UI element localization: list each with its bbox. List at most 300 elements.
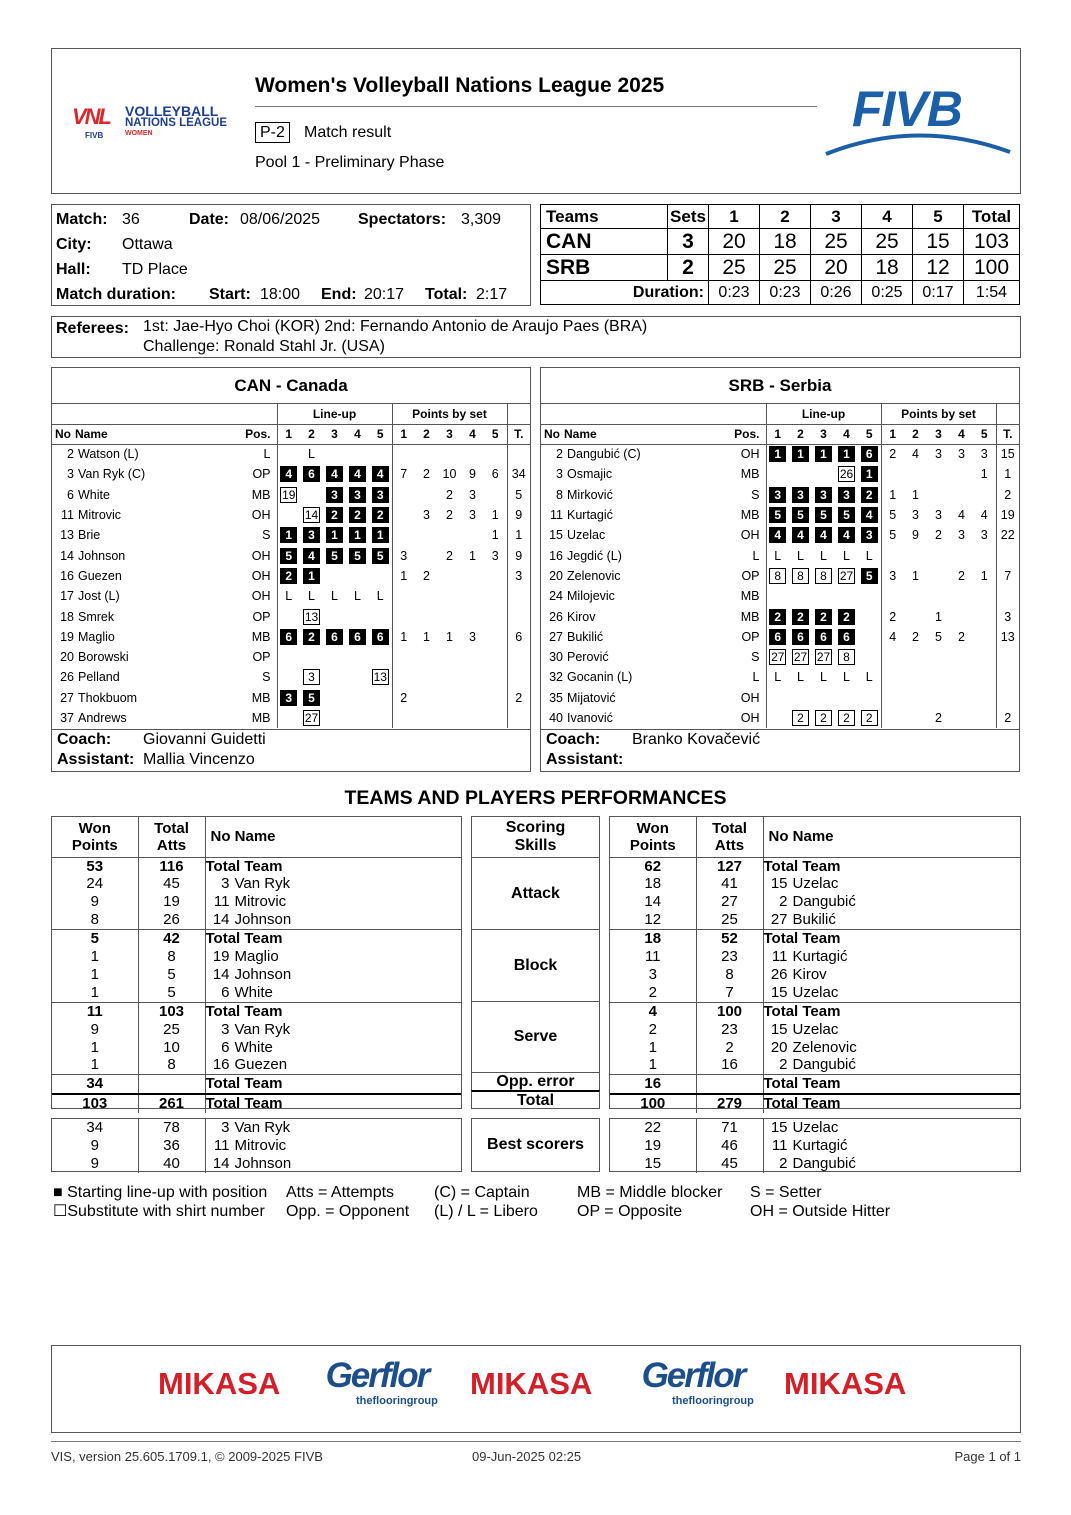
set-points xyxy=(950,586,973,606)
set-points xyxy=(904,647,927,667)
total-atts: 100 xyxy=(696,1002,763,1020)
performance-table xyxy=(610,1119,1020,1173)
team-total-row xyxy=(52,1094,461,1113)
lineup-cell xyxy=(346,627,369,647)
total-atts: 25 xyxy=(696,911,763,929)
libero-mark: L xyxy=(820,548,827,563)
won-points: 12 xyxy=(644,911,662,929)
set-points xyxy=(973,708,996,728)
player-position: OP xyxy=(252,467,271,482)
player-total-points: 15 xyxy=(996,444,1019,464)
player-name: Bukilić xyxy=(567,629,604,644)
substitute-box: 27 xyxy=(816,650,831,665)
won-points: 19 xyxy=(644,1136,662,1154)
spectators: 3,309 xyxy=(461,211,502,228)
stat-name-cell xyxy=(205,1056,461,1074)
col-no-name xyxy=(52,424,245,444)
set-points xyxy=(415,688,438,708)
won-points: 18 xyxy=(644,875,662,893)
player-stat-row xyxy=(610,1056,1020,1074)
lineup-cell xyxy=(300,464,323,484)
player-position: S xyxy=(751,487,760,502)
lineup-cell xyxy=(766,586,789,606)
starting-position-box: 4 xyxy=(280,466,297,482)
player-name: Guezen xyxy=(78,568,122,583)
substitute-box: 26 xyxy=(839,467,854,482)
lineup-cell xyxy=(835,485,858,505)
lineup-cell xyxy=(766,485,789,505)
player-row xyxy=(52,688,530,708)
sb-sets: 2 xyxy=(668,255,709,281)
player-stat-row xyxy=(610,1155,1020,1173)
total-atts: 2 xyxy=(696,1039,763,1057)
vnl-logo xyxy=(72,104,237,146)
player-name: Jegdić (L) xyxy=(567,548,622,563)
set-points: 1 xyxy=(935,609,942,624)
stat-name-cell xyxy=(763,930,1020,948)
total-time: 2:17 xyxy=(476,286,508,303)
lineup-cell xyxy=(766,566,789,586)
vnl-line3: WOMEN xyxy=(125,130,153,137)
set-points: 2 xyxy=(446,487,453,502)
starting-position-box: 3 xyxy=(349,487,366,503)
team-table-can xyxy=(51,367,531,772)
lineup-cell xyxy=(300,485,323,505)
libero-mark: L xyxy=(797,548,804,563)
player-row xyxy=(541,545,1019,565)
total-atts: 25 xyxy=(138,1021,205,1039)
set-points xyxy=(904,464,927,484)
lineup-cell xyxy=(346,566,369,586)
total-atts: 26 xyxy=(138,911,205,929)
player-stat-row xyxy=(52,1155,461,1173)
player-stat-row xyxy=(52,1137,461,1155)
player-position: OP xyxy=(252,609,271,624)
lineup-cell xyxy=(858,586,881,606)
player-position: OH xyxy=(251,548,271,563)
set-points xyxy=(438,688,461,708)
set-points: 3 xyxy=(491,548,499,563)
libero-mark: L xyxy=(843,670,850,685)
set-points xyxy=(881,667,904,687)
stat-name: Guezen xyxy=(234,1056,288,1074)
sb-score: 25 xyxy=(862,229,913,255)
stat-name: Van Ryk xyxy=(234,1119,291,1136)
stat-name: Maglio xyxy=(234,948,279,966)
set-points xyxy=(392,708,415,728)
player-number: 24 xyxy=(549,589,563,604)
footer-page: Page 1 of 1 xyxy=(954,1449,1021,1464)
set-points xyxy=(950,708,973,728)
set-points xyxy=(392,485,415,505)
lineup-cell xyxy=(766,545,789,565)
lineup-cell xyxy=(789,606,812,626)
won-points: 11 xyxy=(52,1002,138,1020)
stat-player-no: 27 xyxy=(770,911,788,929)
set-points xyxy=(415,667,438,687)
starting-position-box: 1 xyxy=(349,527,366,543)
phase: Pool 1 - Preliminary Phase xyxy=(255,154,445,171)
col-points-set: 1 xyxy=(392,424,415,444)
player-position: MB xyxy=(251,690,271,705)
lineup-cell xyxy=(858,464,881,484)
stat-player-no: 20 xyxy=(770,1038,788,1056)
col-atts-1: Total xyxy=(712,819,747,837)
player-row xyxy=(52,505,530,525)
mikasa-logo: MIKASA xyxy=(784,1366,907,1401)
stat-name-cell xyxy=(763,1137,1020,1155)
col-points-set: 4 xyxy=(461,424,484,444)
substitute-box: 8 xyxy=(769,568,786,584)
player-total-points xyxy=(996,667,1019,687)
sb-score: 18 xyxy=(862,255,913,281)
lineup-cell xyxy=(277,525,300,545)
player-row xyxy=(52,667,530,687)
lineup-cell xyxy=(369,627,392,647)
stat-name: Total Team xyxy=(763,1002,841,1020)
player-name: Brie xyxy=(78,528,101,543)
total-atts: 8 xyxy=(696,966,763,984)
set-points xyxy=(950,606,973,626)
lineup-cell xyxy=(323,485,346,505)
set-points xyxy=(415,586,438,606)
match-info xyxy=(56,207,526,307)
sb-duration: 0:17 xyxy=(913,281,964,305)
doc-subtitle: Match result xyxy=(304,124,392,141)
set-points xyxy=(904,708,927,728)
starting-position-box: 5 xyxy=(838,507,855,523)
skill-opp-error-label: Opp. error xyxy=(496,1073,575,1090)
legend-col5 xyxy=(750,1183,890,1221)
player-number: 35 xyxy=(549,690,563,705)
stat-player-no: 14 xyxy=(212,965,230,983)
legend-item: MB = Middle blocker xyxy=(577,1184,723,1201)
city: Ottawa xyxy=(122,236,173,253)
set-points xyxy=(881,647,904,667)
roster-header-blank xyxy=(996,404,1019,424)
team-total-row xyxy=(52,1002,461,1020)
set-points xyxy=(461,566,484,586)
col-points-set: 3 xyxy=(927,424,950,444)
sb-score: 20 xyxy=(709,229,760,255)
stat-name-cell xyxy=(205,1137,461,1155)
roster-header-blank xyxy=(52,404,277,424)
performance-table xyxy=(52,817,461,1113)
player-stat-row xyxy=(610,1119,1020,1137)
footer-version: VIS, version 25.605.1709.1, © 2009-2025 FIVB xyxy=(51,1449,323,1464)
player-name: Jost (L) xyxy=(78,589,120,604)
lineup-cell xyxy=(858,444,881,464)
player-number: 2 xyxy=(556,447,563,462)
referees-line2: Challenge: Ronald Stahl Jr. (USA) xyxy=(143,338,385,355)
col-lineup-set: 5 xyxy=(369,424,392,444)
total-atts: 16 xyxy=(696,1056,763,1074)
roster-header-row xyxy=(52,404,530,424)
lineup-cell xyxy=(277,606,300,626)
skill-total xyxy=(471,1090,600,1109)
player-number: 13 xyxy=(60,528,74,543)
set-points: 2 xyxy=(935,711,942,725)
player-number: 37 xyxy=(60,711,74,725)
lineup-cell xyxy=(789,525,812,545)
set-points: 6 xyxy=(491,467,499,482)
player-row xyxy=(541,688,1019,708)
won-points: 24 xyxy=(86,875,104,893)
sb-score: 18 xyxy=(760,229,811,255)
player-name: Dangubić (C) xyxy=(567,447,641,462)
team-total-row xyxy=(610,930,1020,948)
sb-h-5: 5 xyxy=(913,205,964,229)
set-points xyxy=(973,688,996,708)
skill-attack-label: Attack xyxy=(511,885,560,902)
starting-position-box: 1 xyxy=(838,446,855,462)
starting-position-box: 1 xyxy=(769,446,786,462)
stat-name-cell xyxy=(763,1075,1020,1094)
won-points: 34 xyxy=(52,1075,138,1094)
lineup-cell xyxy=(858,647,881,667)
stat-player-no: 3 xyxy=(221,875,230,893)
lineup-cell xyxy=(835,505,858,525)
col-lineup-set: 3 xyxy=(323,424,346,444)
stat-player-no: 2 xyxy=(779,893,788,911)
set-points xyxy=(927,464,950,484)
sb-score: 25 xyxy=(811,229,862,255)
set-points: 10 xyxy=(442,467,457,482)
player-stat-row xyxy=(52,1119,461,1137)
total-atts: 5 xyxy=(138,966,205,984)
won-points: 103 xyxy=(52,1094,138,1113)
set-points: 4 xyxy=(980,508,988,523)
player-position: OH xyxy=(740,690,760,705)
roster-header-blank xyxy=(541,404,766,424)
lineup-cell xyxy=(766,708,789,728)
stat-name-cell xyxy=(763,1056,1020,1074)
set-points: 1 xyxy=(881,485,904,505)
sb-score: 12 xyxy=(913,255,964,281)
stat-player-no: 11 xyxy=(771,948,788,966)
player-total-points: 3 xyxy=(996,606,1019,626)
footer-date: 09-Jun-2025 02:25 xyxy=(472,1449,582,1464)
starting-position-box: 2 xyxy=(349,507,366,523)
substitute-box: 27 xyxy=(771,650,785,665)
sb-h-2: 2 xyxy=(760,205,811,229)
lineup-cell xyxy=(812,444,835,464)
coach-label: Coach: xyxy=(546,731,601,748)
skill-total-label: Total xyxy=(516,1092,555,1109)
lineup-cell xyxy=(369,688,392,708)
set-points xyxy=(415,444,438,464)
set-points: 2 xyxy=(423,568,430,583)
lineup-cell xyxy=(300,708,323,728)
substitute-box: 2 xyxy=(792,710,809,726)
performance-table xyxy=(610,817,1020,1113)
stat-name-cell xyxy=(205,1021,461,1039)
set-points xyxy=(461,606,484,626)
set-points xyxy=(461,667,484,687)
set-points: 5 xyxy=(935,629,942,644)
lineup-cell xyxy=(346,586,369,606)
player-row xyxy=(52,525,530,545)
lineup-cell xyxy=(323,667,346,687)
skill-opp-error xyxy=(471,1072,600,1091)
starting-position-box: 2 xyxy=(769,609,786,625)
coach-line xyxy=(57,730,530,750)
lineup-cell xyxy=(300,688,323,708)
won-points: 62 xyxy=(644,857,662,875)
player-stat-row xyxy=(610,984,1020,1002)
substitute-box: 8 xyxy=(792,568,809,584)
player-total-points: 22 xyxy=(996,525,1019,545)
starting-position-box: 5 xyxy=(769,507,786,523)
referees-label: Referees: xyxy=(56,320,129,337)
won-points: 53 xyxy=(86,857,104,875)
vnl-mark: VNL xyxy=(72,104,110,129)
stat-name: Total Team xyxy=(205,1002,283,1020)
player-position: L xyxy=(752,548,760,563)
starting-position-box: 4 xyxy=(861,507,878,523)
lineup-cell xyxy=(835,647,858,667)
player-total-points: 13 xyxy=(996,627,1019,647)
stat-name-cell xyxy=(205,1155,461,1173)
sb-total: 100 xyxy=(964,255,1020,281)
player-stat-row xyxy=(52,1039,461,1057)
lineup-cell xyxy=(369,566,392,586)
player-row xyxy=(541,485,1019,505)
set-points xyxy=(927,566,950,586)
set-points xyxy=(973,485,996,505)
stat-player-no: 15 xyxy=(770,983,788,1001)
player-name: Van Ryk (C) xyxy=(78,467,146,482)
lineup-cell xyxy=(812,606,835,626)
player-number: 14 xyxy=(60,548,74,563)
lineup-cell xyxy=(812,525,835,545)
col-lineup-set: 3 xyxy=(812,424,835,444)
stat-player-no: 11 xyxy=(213,1136,230,1154)
sb-duration: 0:23 xyxy=(760,281,811,305)
substitute-box: 2 xyxy=(861,710,878,726)
set-points xyxy=(461,586,484,606)
set-points xyxy=(461,688,484,708)
total-atts: 261 xyxy=(138,1094,205,1113)
lineup-cell xyxy=(858,545,881,565)
lineup-cell xyxy=(789,708,812,728)
won-points: 9 xyxy=(90,1154,99,1172)
stat-name-cell xyxy=(763,1021,1020,1039)
won-points: 5 xyxy=(52,930,138,948)
set-points xyxy=(415,545,438,565)
sb-h-total: Total xyxy=(964,205,1020,229)
col-atts-2: Atts xyxy=(156,836,187,854)
lineup-cell xyxy=(369,505,392,525)
stat-name: Total Team xyxy=(205,1095,283,1113)
set-points xyxy=(484,647,507,667)
legend-col4 xyxy=(577,1183,722,1221)
player-row xyxy=(541,525,1019,545)
skill-block-label: Block xyxy=(513,957,558,974)
stat-player-no: 3 xyxy=(221,1119,230,1136)
player-position: S xyxy=(262,528,271,543)
player-position: MB xyxy=(740,609,760,624)
lineup-cell xyxy=(789,647,812,667)
player-stat-row xyxy=(610,948,1020,966)
lineup-cell xyxy=(812,647,835,667)
starting-position-box: 3 xyxy=(280,690,297,706)
player-name: Osmajic xyxy=(567,467,613,482)
lineup-cell xyxy=(277,586,300,606)
player-row xyxy=(541,667,1019,687)
doc-code: P-2 xyxy=(255,122,290,143)
starting-position-box: 2 xyxy=(280,568,297,584)
team-total-row xyxy=(52,930,461,948)
player-row xyxy=(541,464,1019,484)
set-points: 4 xyxy=(958,508,965,523)
player-number: 16 xyxy=(549,548,563,563)
lineup-cell xyxy=(300,525,323,545)
player-row xyxy=(52,566,530,586)
set-points: 1 xyxy=(491,508,499,523)
player-total-points: 2 xyxy=(507,688,530,708)
set-points: 3 xyxy=(469,508,476,523)
best-scorers-can xyxy=(51,1118,462,1172)
player-number: 20 xyxy=(549,568,563,583)
points-header: Points by set xyxy=(881,404,996,424)
won-points: 8 xyxy=(90,911,99,929)
lineup-cell xyxy=(277,708,300,728)
player-name: Kirov xyxy=(567,609,596,624)
set-points xyxy=(973,586,996,606)
player-row xyxy=(52,586,530,606)
lineup-cell xyxy=(812,708,835,728)
lineup-cell xyxy=(277,545,300,565)
lineup-cell xyxy=(812,667,835,687)
col-atts-2: Atts xyxy=(714,836,745,854)
player-number: 6 xyxy=(67,487,74,502)
lineup-cell xyxy=(812,505,835,525)
player-row xyxy=(541,586,1019,606)
player-stat-row xyxy=(610,875,1020,893)
player-name: Perović xyxy=(567,650,609,665)
player-stat-row xyxy=(52,948,461,966)
substitute-box: 8 xyxy=(815,568,832,584)
libero-mark: L xyxy=(774,670,782,685)
player-stat-row xyxy=(610,911,1020,929)
won-points: 34 xyxy=(86,1119,104,1136)
sb-row-team1 xyxy=(541,229,1020,255)
total-atts: 127 xyxy=(696,857,763,875)
stat-player-no: 15 xyxy=(770,1119,788,1136)
legend-item: (C) = Captain xyxy=(434,1184,530,1201)
lineup-cell xyxy=(858,606,881,626)
substitute-box: 14 xyxy=(304,508,319,523)
set-points xyxy=(950,464,973,484)
gerflor-logo xyxy=(316,1357,438,1407)
col-total-atts xyxy=(138,817,205,857)
set-points xyxy=(904,688,927,708)
player-stat-row xyxy=(610,1039,1020,1057)
set-points: 1 xyxy=(469,548,476,563)
lineup-cell xyxy=(323,708,346,728)
set-points xyxy=(950,688,973,708)
player-position: MB xyxy=(740,467,760,482)
lineup-cell xyxy=(277,627,300,647)
substitute-box: 13 xyxy=(373,670,387,685)
won-points: 1 xyxy=(648,1038,657,1056)
set-points xyxy=(392,667,415,687)
lineup-cell xyxy=(766,688,789,708)
player-stat-row xyxy=(52,966,461,984)
player-total-points: 5 xyxy=(507,485,530,505)
lineup-cell xyxy=(812,464,835,484)
